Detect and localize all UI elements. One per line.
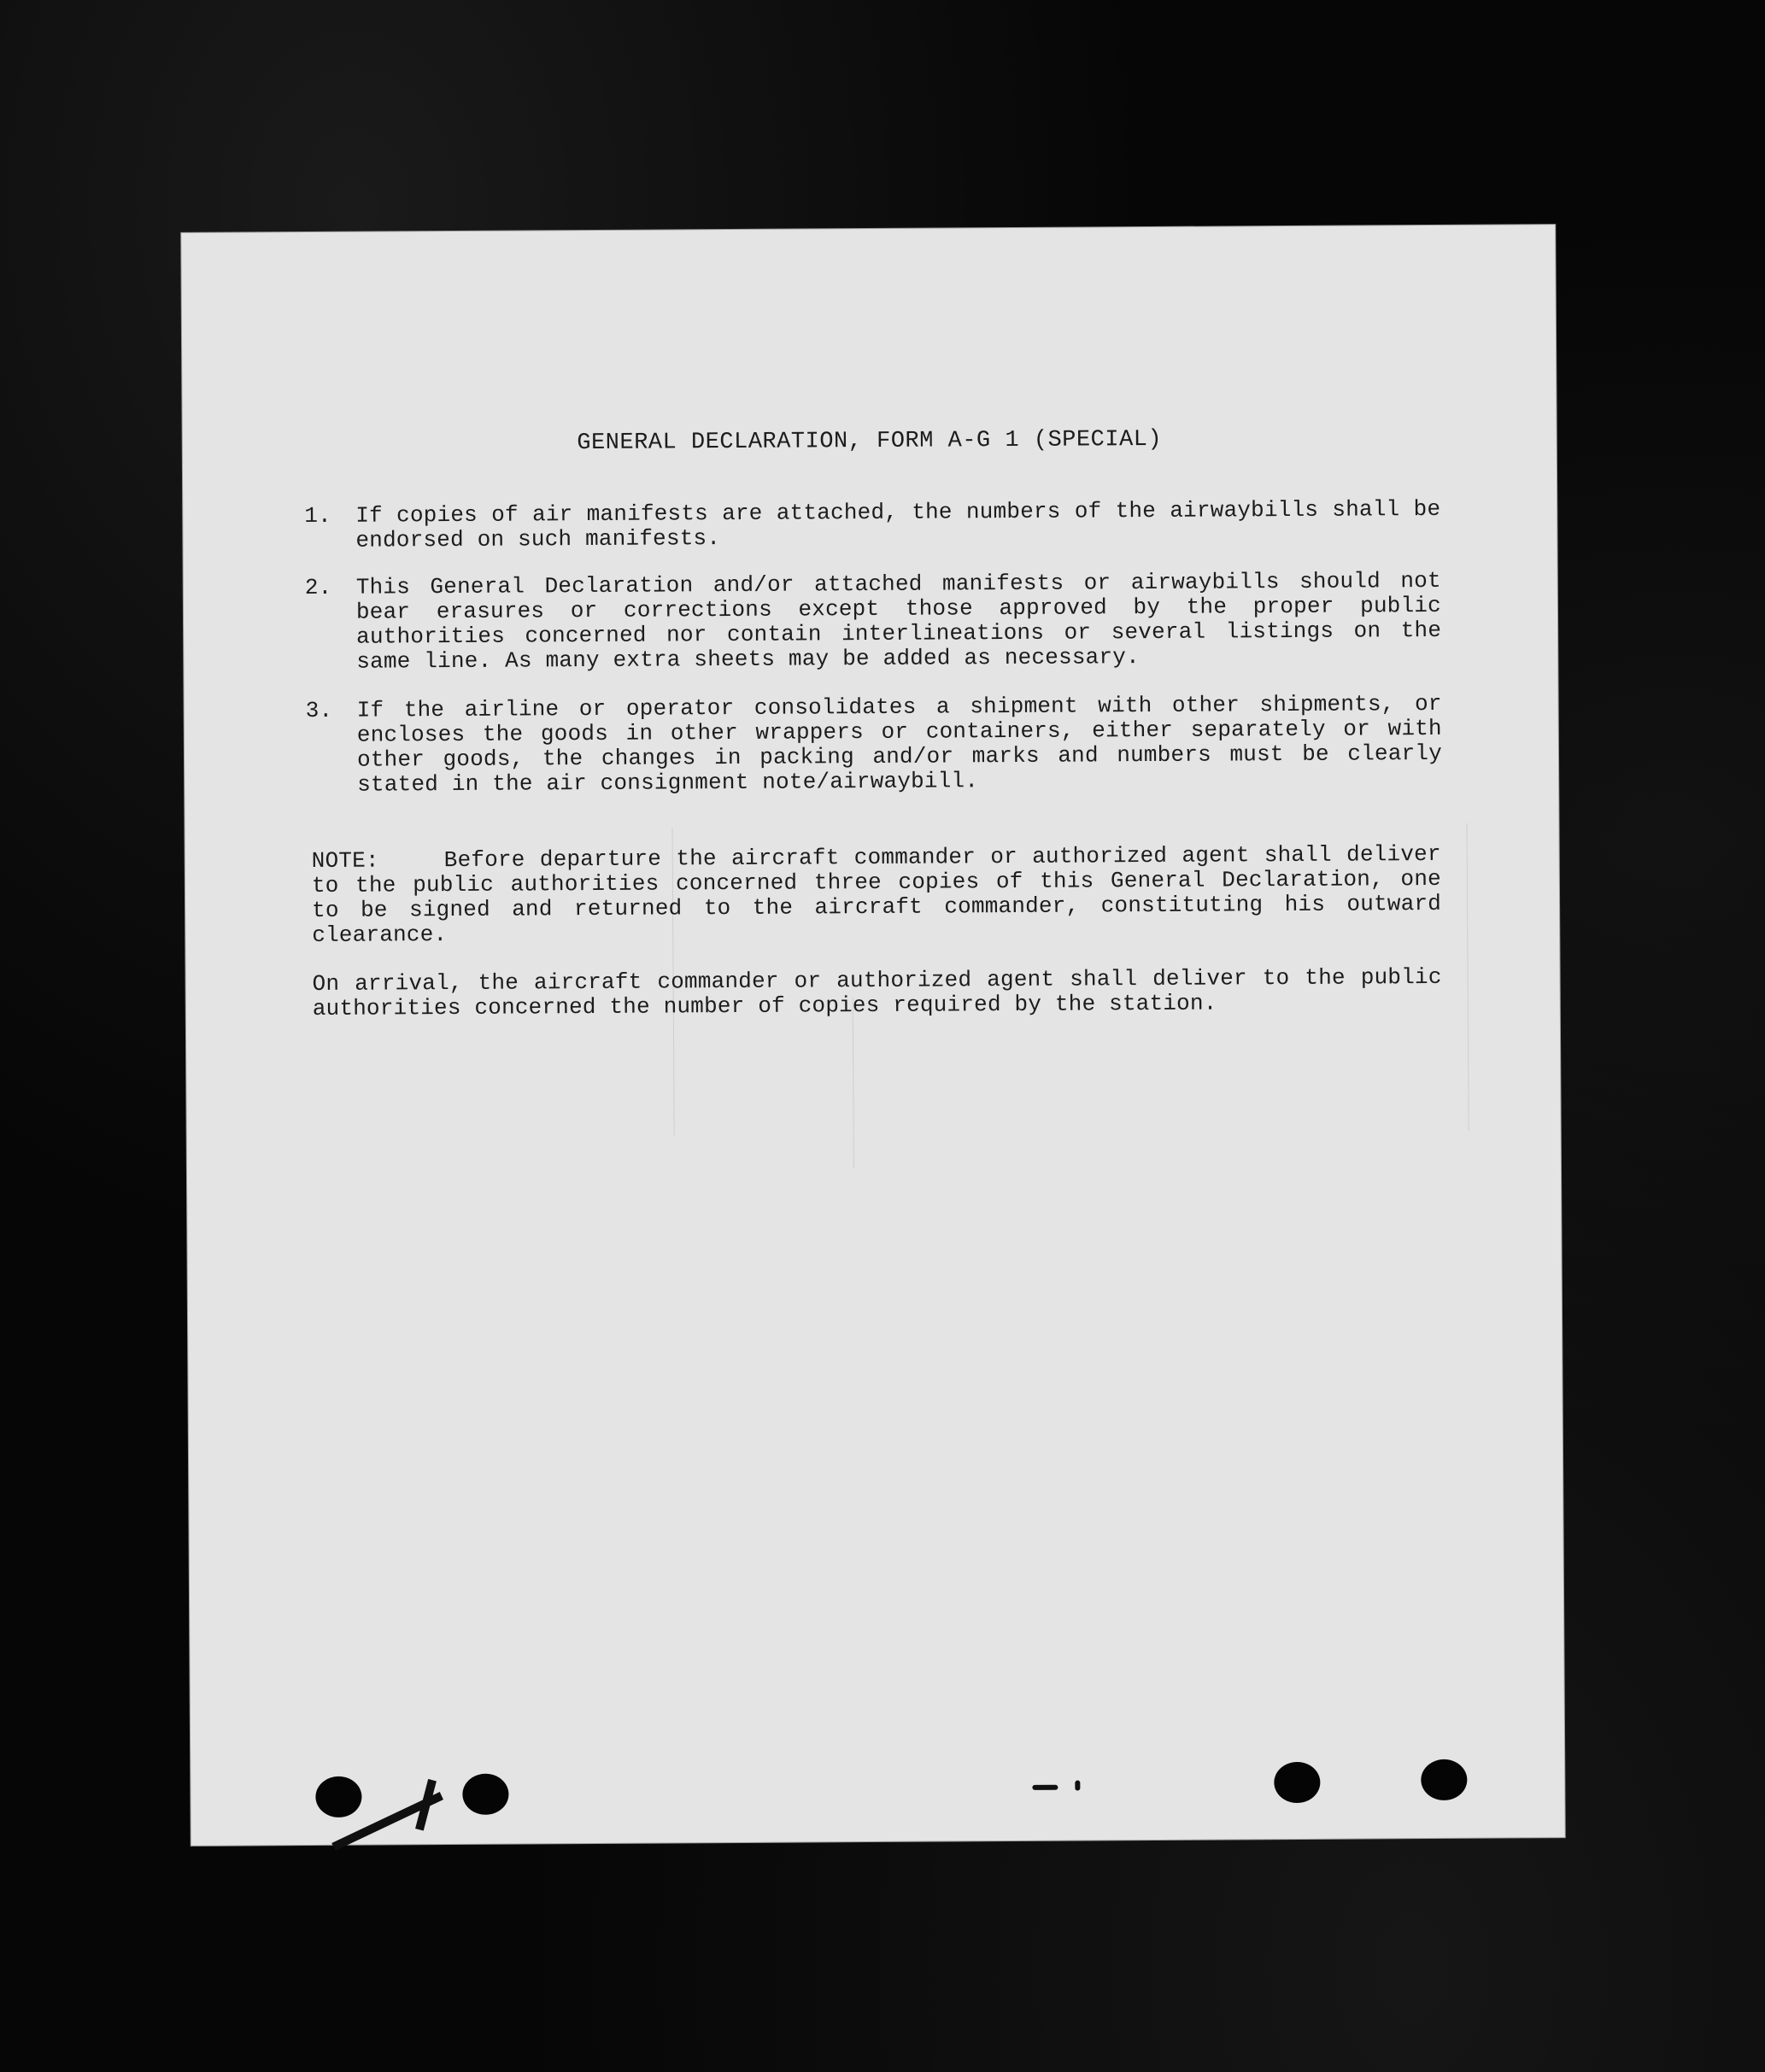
punch-hole xyxy=(1421,1759,1467,1800)
arrival-paragraph: On arrival, the aircraft commander or authorized agent shall deliver to the public authorities concerned the number of copies required by the station. xyxy=(312,963,1442,1022)
item-text: If copies of air manifests are attached, the numbers of the airwaybills shall be endorsed on such manifests. xyxy=(355,495,1441,553)
document-title: GENERAL DECLARATION, FORM A-G 1 (SPECIAL) xyxy=(577,426,1163,457)
item-text: This General Declaration and/or attached manifests or airwaybills should not bear erasures or corrections except those approved by the proper public authorities concerned nor contain interlineations or several listings on the same line. As many extra sheets may be added as necessary. xyxy=(355,567,1442,675)
document-page xyxy=(181,225,1565,1846)
item-number: 3. xyxy=(305,697,333,724)
instruction-item xyxy=(306,692,1443,798)
item-text: If the airline or operator consolidates a shipment with other shipments, or encloses the goods in other wrappers or containers, either separately or with other goods, the changes in packing and/or marks and numbers must be clearly stated in the air consignment note/airwaybill. xyxy=(356,690,1443,798)
instruction-item xyxy=(304,497,1440,553)
ink-spot xyxy=(1032,1785,1058,1790)
item-number: 1. xyxy=(304,502,331,530)
punch-hole xyxy=(462,1774,508,1815)
note-label: NOTE: xyxy=(311,847,379,875)
punch-hole xyxy=(315,1776,361,1817)
punch-hole xyxy=(1274,1762,1320,1803)
item-number: 2. xyxy=(304,574,332,601)
document-text xyxy=(181,225,1565,1846)
note-text: Before departure the aircraft commander or authorized agent shall deliver to the public authorities concerned three copies of this General Declaration, one to be signed and returned to the aircraft commander, constituting his outward clearance. xyxy=(311,840,1442,949)
ink-spot xyxy=(1075,1781,1080,1791)
note-paragraph xyxy=(312,842,1442,948)
instruction-item xyxy=(305,569,1442,675)
